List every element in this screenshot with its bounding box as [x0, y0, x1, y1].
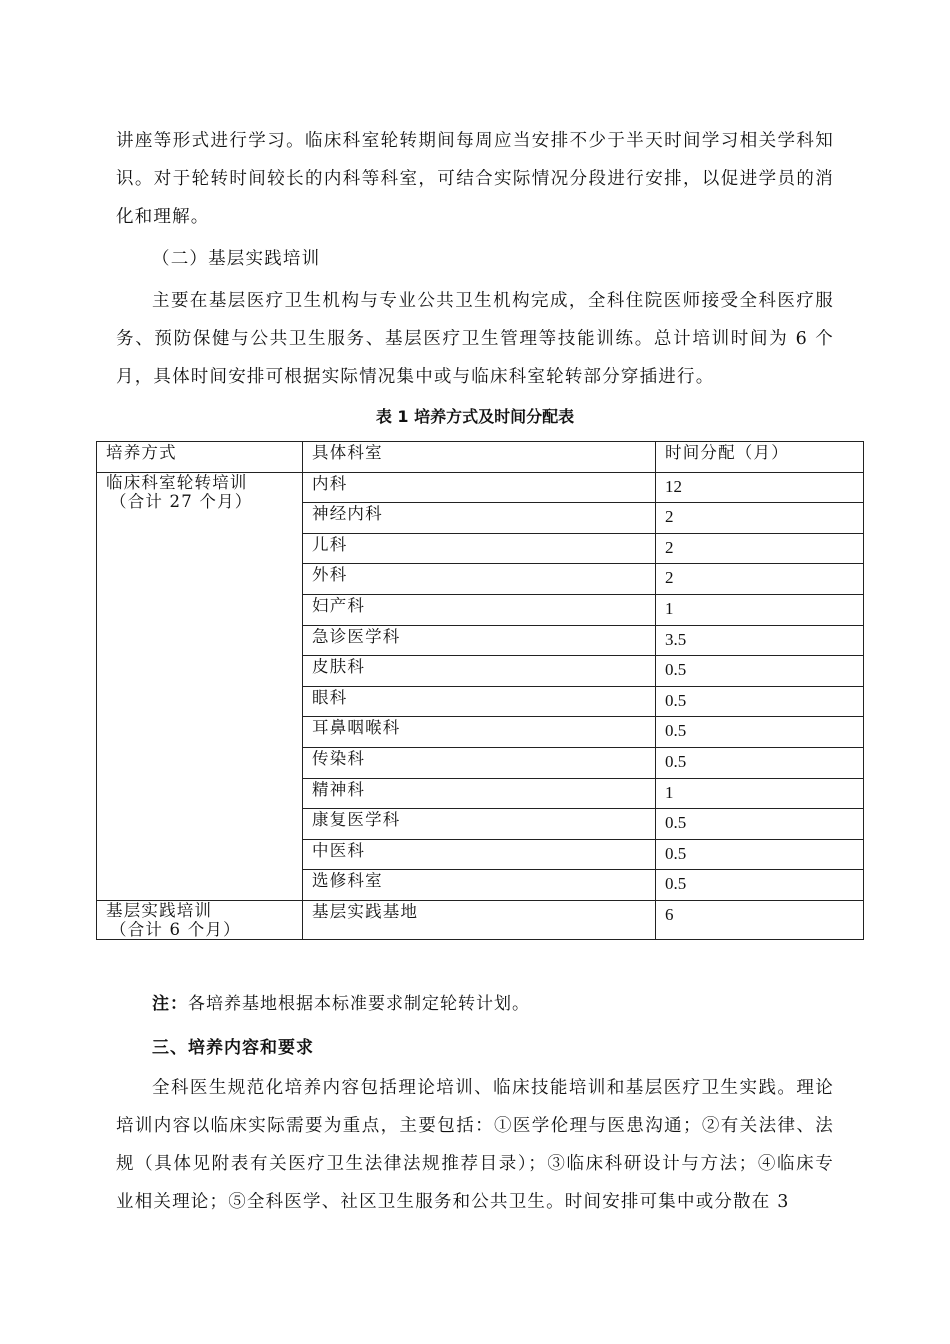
table-caption: 表 1 培养方式及时间分配表 — [375, 407, 575, 426]
allocation-table — [96, 441, 864, 940]
table-header-row — [97, 442, 864, 473]
section-heading-3: 三、培养内容和要求 — [152, 1038, 314, 1058]
department-cell: 内科 — [303, 472, 656, 503]
months-cell: 12 — [656, 472, 864, 503]
department-cell: 儿科 — [303, 533, 656, 564]
months-cell: 3.5 — [656, 625, 864, 656]
months-cell: 2 — [656, 564, 864, 595]
department-cell: 精神科 — [303, 778, 656, 809]
months-cell: 0.5 — [656, 747, 864, 778]
months-cell: 0.5 — [656, 656, 864, 687]
group-clinical-rotation-label: 临床科室轮转培训 — [106, 472, 248, 492]
months-cell: 0.5 — [656, 870, 864, 901]
months-cell: 0.5 — [656, 717, 864, 748]
months-cell: 0.5 — [656, 809, 864, 840]
department-cell: 外科 — [303, 564, 656, 595]
department-cell: 眼科 — [303, 686, 656, 717]
header-department: 具体科室 — [303, 442, 656, 473]
months-cell: 1 — [656, 594, 864, 625]
group-clinical-rotation — [97, 472, 303, 900]
months-cell: 2 — [656, 533, 864, 564]
months-cell: 2 — [656, 503, 864, 534]
paragraph-lectures: 讲座等形式进行学习。临床科室轮转期间每周应当安排不少于半天时间学习相关学科知识。对于轮转时间较长的内科等科室，可结合实际情况分段进行安排，以促进学员的消化和理解。 — [116, 131, 834, 227]
header-training-mode: 培养方式 — [97, 442, 303, 473]
department-cell: 急诊医学科 — [303, 625, 656, 656]
department-cell: 神经内科 — [303, 503, 656, 534]
department-cell: 妇产科 — [303, 594, 656, 625]
group-basic-practice — [97, 900, 303, 939]
group-basic-practice-label: 基层实践培训 — [106, 900, 213, 920]
department-cell: 传染科 — [303, 747, 656, 778]
department-cell: 皮肤科 — [303, 656, 656, 687]
note-prefix: 注： — [152, 994, 188, 1014]
group-basic-practice-subtotal: （合计 6 个月） — [110, 919, 241, 939]
table-row — [97, 900, 864, 939]
months-cell: 6 — [656, 900, 864, 939]
paragraph-training-content: 全科医生规范化培养内容包括理论培训、临床技能培训和基层医疗卫生实践。理论培训内容以临床实际需要为重点，主要包括：①医学伦理与医患沟通；②有关法律、法规（具体见附表有关医疗卫生法律法规推荐目录）；③临床科研设计与方法；④临床专业相关理论；⑤全科医学、社区卫生服务和公共卫生。时间安排可集中或分散在 3 — [116, 1078, 834, 1212]
months-cell: 1 — [656, 778, 864, 809]
months-cell: 0.5 — [656, 686, 864, 717]
group-clinical-rotation-subtotal: （合计 27 个月） — [110, 491, 253, 511]
header-months: 时间分配（月） — [656, 442, 864, 473]
table-note — [152, 987, 530, 1021]
department-cell: 耳鼻咽喉科 — [303, 717, 656, 748]
department-cell: 中医科 — [303, 839, 656, 870]
table-row — [97, 472, 864, 503]
department-cell: 康复医学科 — [303, 809, 656, 840]
months-cell: 0.5 — [656, 839, 864, 870]
department-cell: 基层实践基地 — [303, 900, 656, 939]
note-text: 各培养基地根据本标准要求制定轮转计划。 — [188, 994, 530, 1014]
heading-basic-practice: （二）基层实践培训 — [152, 249, 321, 269]
paragraph-basic-practice: 主要在基层医疗卫生机构与专业公共卫生机构完成，全科住院医师接受全科医疗服务、预防保健与公共卫生服务、基层医疗卫生管理等技能训练。总计培训时间为 6 个月，具体时间安排可根据实际情况集中或与临床科室轮转部分穿插进行。 — [116, 291, 834, 387]
department-cell: 选修科室 — [303, 870, 656, 901]
